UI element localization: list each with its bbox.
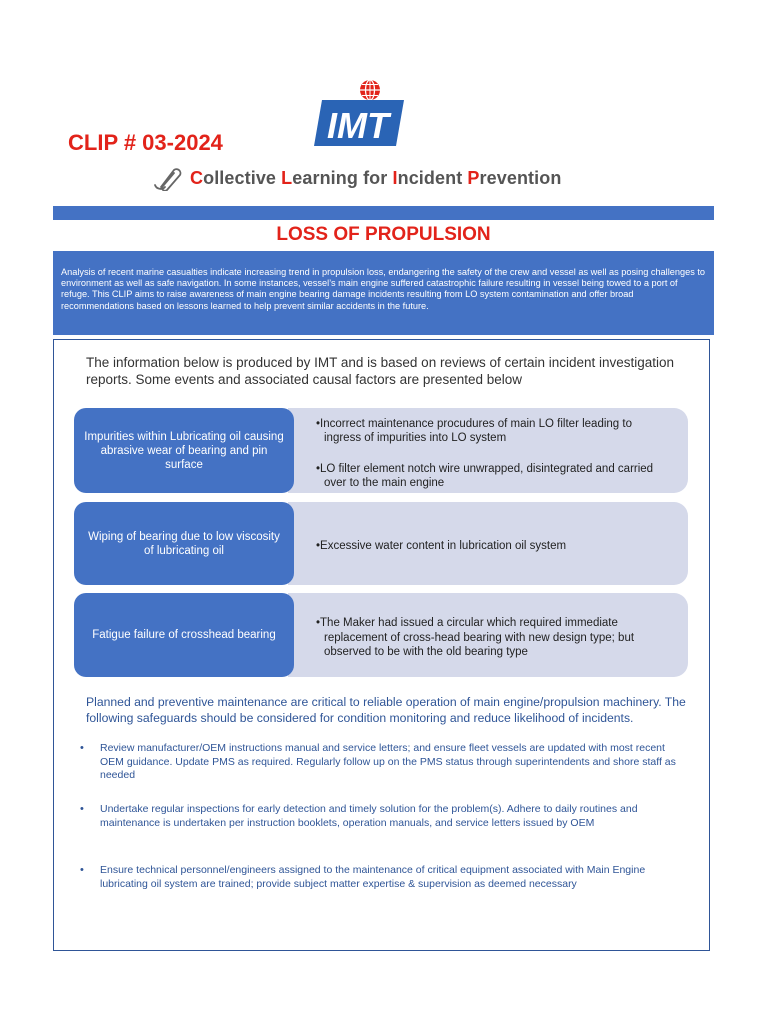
header-bar	[53, 206, 714, 220]
paperclip-icon	[152, 165, 182, 191]
event-factors	[288, 593, 688, 677]
intro-panel: Analysis of recent marine casualties indicate increasing trend in propulsion loss, endangering the safety of the crew and vessel as well as posing challenges to environment as well as safe navigation. In some instances, vessel’s main engine suffered catastrophic failure resulting in vessel being towed to a port of refuge. This CLIP aims to raise awareness of main engine bearing damage incidents resulting from LO system contamination and offer broad recommendations based on lessons learned to help prevent similar accidents in the future.	[53, 251, 714, 335]
tagline-text: Collective Learning for Incident Prevention	[190, 167, 562, 188]
event-factors	[288, 408, 688, 493]
list-item: • Review manufacturer/OEM instructions manual and service letters; and ensure fleet vessels are updated with most recent OEM guidance. Update PMS as required. Regularly follow up on the PMS status through superintendents and shore staff as needed	[80, 742, 676, 781]
causal-factor: •Incorrect maintenance procudures of main LO filter leading to ingress of impurities into LO system	[316, 417, 632, 444]
causal-factor: •Excessive water content in lubrication oil system	[316, 540, 567, 553]
bullet-icon: •	[80, 864, 84, 876]
page-title: LOSS OF PROPULSION	[276, 224, 491, 245]
causal-factor: •LO filter element notch wire unwrapped, disintegrated and carried over to the main engine	[316, 462, 654, 489]
event-row	[74, 408, 688, 493]
lead-text: The information below is produced by IMT and is based on reviews of certain incident investigation reports. Some events and associated causal factors are presented below	[86, 355, 675, 387]
tagline	[152, 164, 561, 192]
clip-id: CLIP # 03-2024	[68, 130, 223, 155]
event-factors	[288, 502, 688, 585]
event-cause: Fatigue failure of crosshead bearing	[74, 593, 294, 677]
bullet-icon: •	[80, 742, 84, 754]
logo-text: IMT	[327, 105, 389, 146]
imt-logo	[312, 78, 406, 148]
event-cause: Impurities within Lubricating oil causing abrasive wear of bearing and pin surface	[74, 408, 294, 493]
event-cause: Wiping of bearing due to low viscosity of lubricating oil	[74, 502, 294, 585]
bullet-icon: •	[80, 803, 84, 815]
globe-icon	[360, 80, 380, 100]
causal-factor: •The Maker had issued a circular which required immediate replacement of cross-head bearing with new design type; but observed to be with the old bearing type	[316, 617, 635, 659]
list-item: • Undertake regular inspections for early detection and timely solution for the problem(s). Adhere to daily routines and maintenance is undertaken per instruction booklets, operation manuals, and service letters issued by OEM	[80, 803, 638, 829]
list-item: • Ensure technical personnel/engineers assigned to the maintenance of critical equipment associated with Main Engine lubricating oil system are trained; provide subject matter expertise & supervision as deemed necessary	[80, 864, 646, 890]
event-row	[74, 593, 688, 677]
maintenance-paragraph: Planned and preventive maintenance are critical to reliable operation of main engine/propulsion machinery. The following safeguards should be considered for condition monitoring and reduce likelihood of incidents.	[86, 695, 686, 725]
event-row	[74, 502, 688, 585]
